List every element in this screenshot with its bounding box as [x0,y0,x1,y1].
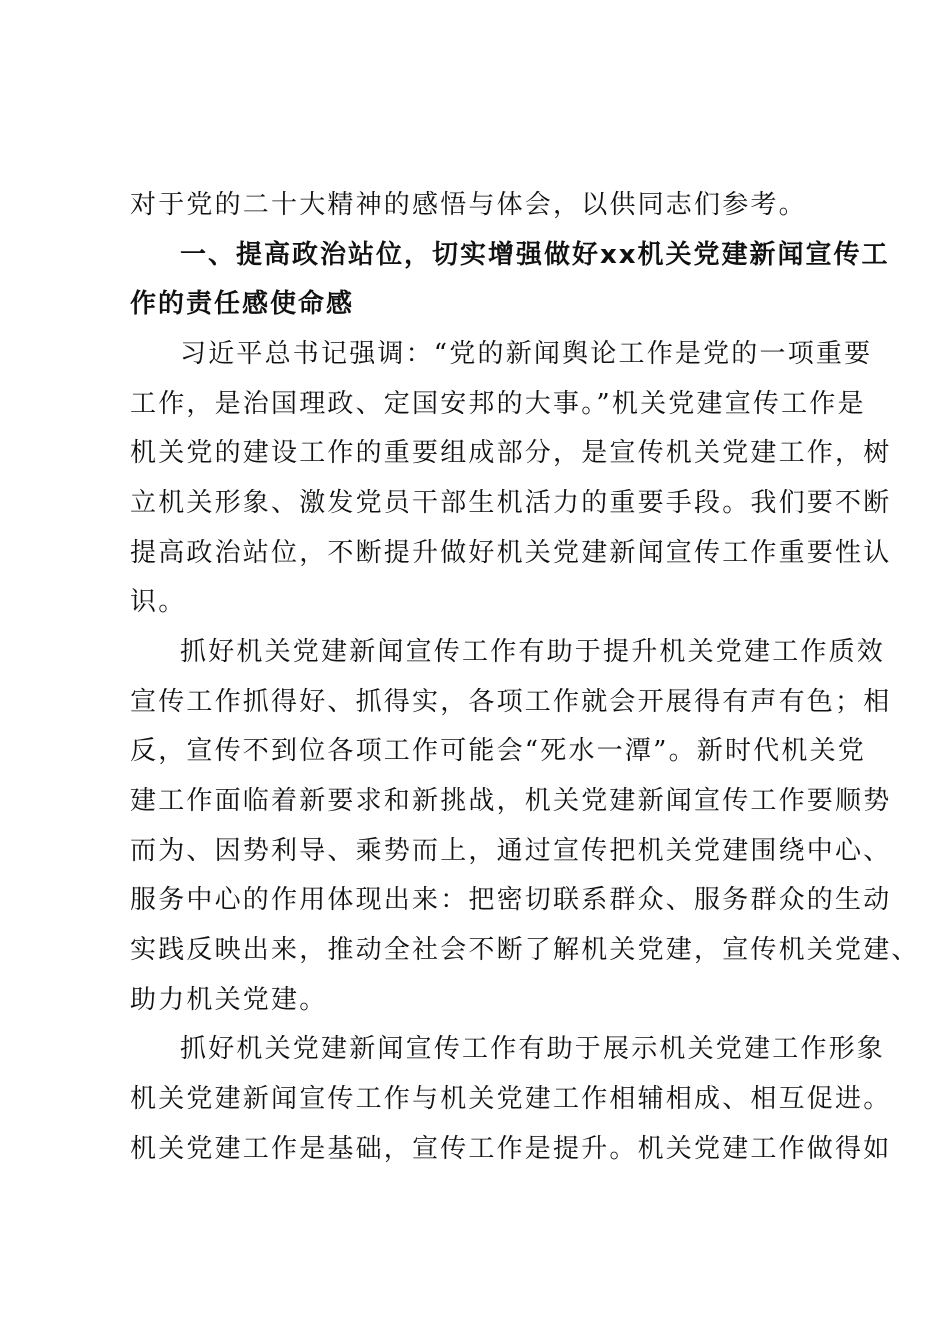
section-heading: 一、提高政治站位，切实增强做好xx机关党建新闻宣传工 [180,240,890,270]
text-line: 对于党的二十大精神的感悟与体会，以供同志们参考。 [130,190,807,220]
section-heading-continued: 作的责任感使命感 [130,289,355,319]
text-line: 实践反映出来，推动全社会不断了解机关党建，宣传机关党建、 [130,935,920,965]
text-line: 立机关形象、激发党员干部生机活力的重要手段。我们要不断 [130,488,892,518]
text-line: 而为、因势利导、乘势而上，通过宣传把机关党建围绕中心、 [130,836,892,866]
text-line: 工作，是治国理政、定国安邦的大事。”机关党建宣传工作是 [130,389,866,419]
text-line: 助力机关党建。 [130,985,328,1015]
text-line: 机关党建新闻宣传工作与机关党建工作相辅相成、相互促进。 [130,1084,892,1114]
text-line: 提高政治站位，不断提升做好机关党建新闻宣传工作重要性认 [130,538,892,568]
paragraph-first-line: 习近平总书记强调：“党的新闻舆论工作是党的一项重要 [180,339,873,369]
paragraph-first-line: 抓好机关党建新闻宣传工作有助于提升机关党建工作质效 [180,637,886,667]
text-line: 反，宣传不到位各项工作可能会“死水一潭”。新时代机关党 [130,736,866,766]
text-line: 建工作面临着新要求和新挑战，机关党建新闻宣传工作要顺势 [130,786,892,816]
paragraph-first-line: 抓好机关党建新闻宣传工作有助于展示机关党建工作形象 [180,1034,886,1064]
text-line: 机关党建工作是基础，宣传工作是提升。机关党建工作做得如 [130,1134,892,1164]
text-line: 识。 [130,587,187,617]
text-line: 服务中心的作用体现出来：把密切联系群众、服务群众的生动 [130,885,892,915]
text-line: 机关党的建设工作的重要组成部分，是宣传机关党建工作，树 [130,438,892,468]
text-line: 宣传工作抓得好、抓得实，各项工作就会开展得有声有色；相 [130,687,892,717]
